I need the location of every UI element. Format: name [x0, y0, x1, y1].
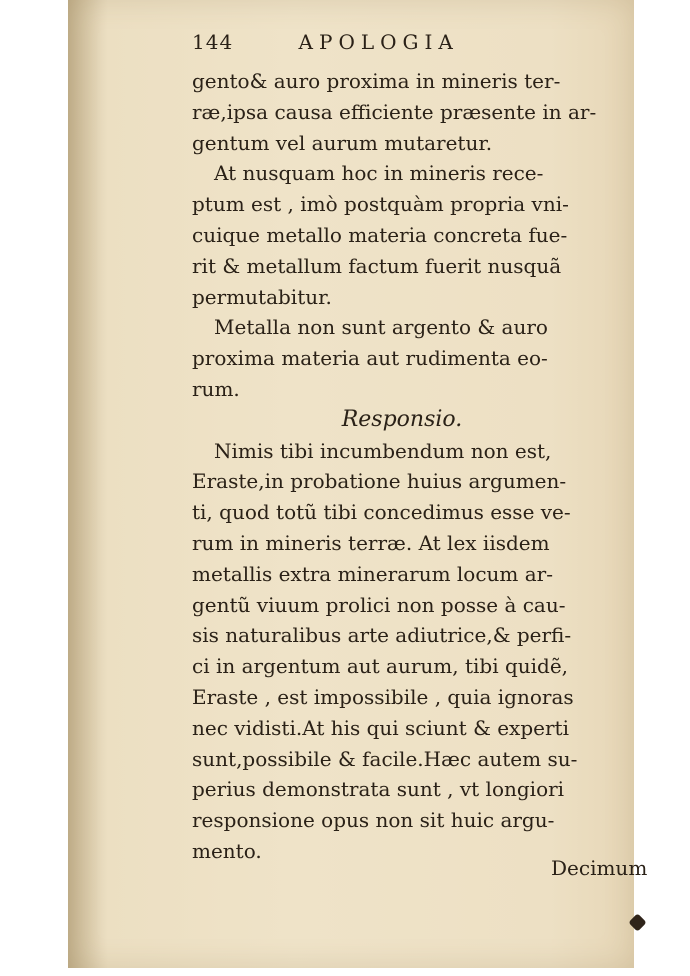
text-line: proxima materia aut rudimenta eo- [192, 346, 548, 371]
book-page [68, 0, 648, 968]
text-line: Nimis tibi incumbendum non est, [214, 438, 552, 463]
text-line: perius demonstrata sunt , vt longiori [192, 777, 565, 802]
text-line: sunt,possibile & facile.Hæc autem su- [192, 746, 578, 771]
text-line: rum in mineris terræ. At lex iisdem [192, 530, 550, 555]
text-line: nec vidisti.At his qui sciunt & experti [192, 715, 569, 740]
section-heading: Responsio. [341, 406, 463, 432]
text-line: sis naturalibus arte adiutrice,& perfi- [192, 623, 572, 648]
text-line: responsione opus non sit huic argu- [192, 808, 555, 833]
text-line: gentũ viuum prolici non posse à cau- [192, 592, 566, 617]
text-line: ci in argentum aut aurum, tibi quidẽ, [192, 654, 569, 679]
text-line: At nusquam hoc in mineris rece- [214, 161, 544, 186]
text-line: rum. [192, 376, 240, 401]
text-line: ti, quod totũ tibi concedimus esse ve- [192, 500, 571, 525]
running-title: APOLOGIA [298, 30, 459, 54]
text-line: ræ,ipsa causa efficiente præsente in ar- [192, 99, 597, 124]
text-line: rit & metallum factum fuerit nusquã [192, 253, 562, 278]
text-line: mento. [192, 838, 262, 863]
text-line: Metalla non sunt argento & auro [214, 315, 548, 340]
text-line: metallis extra minerarum locum ar- [192, 561, 553, 586]
text-line: Eraste,in probatione huius argumen- [192, 469, 567, 494]
page-text [192, 30, 612, 867]
catchword: Decimum [551, 856, 648, 880]
text-line: ptum est , imò postquàm propria vni- [192, 192, 569, 217]
text-line: cuique metallo materia concreta fue- [192, 222, 568, 247]
text-line: gentum vel aurum mutaretur. [192, 130, 493, 155]
running-head [192, 30, 612, 66]
ink-blot-ornament [628, 913, 646, 931]
text-line: permutabitur. [192, 284, 332, 309]
text-line: gento& auro proxima in mineris ter- [192, 69, 561, 93]
text-line: Eraste , est impossibile , quia ignoras [192, 684, 574, 709]
page-number: 144 [192, 30, 234, 54]
